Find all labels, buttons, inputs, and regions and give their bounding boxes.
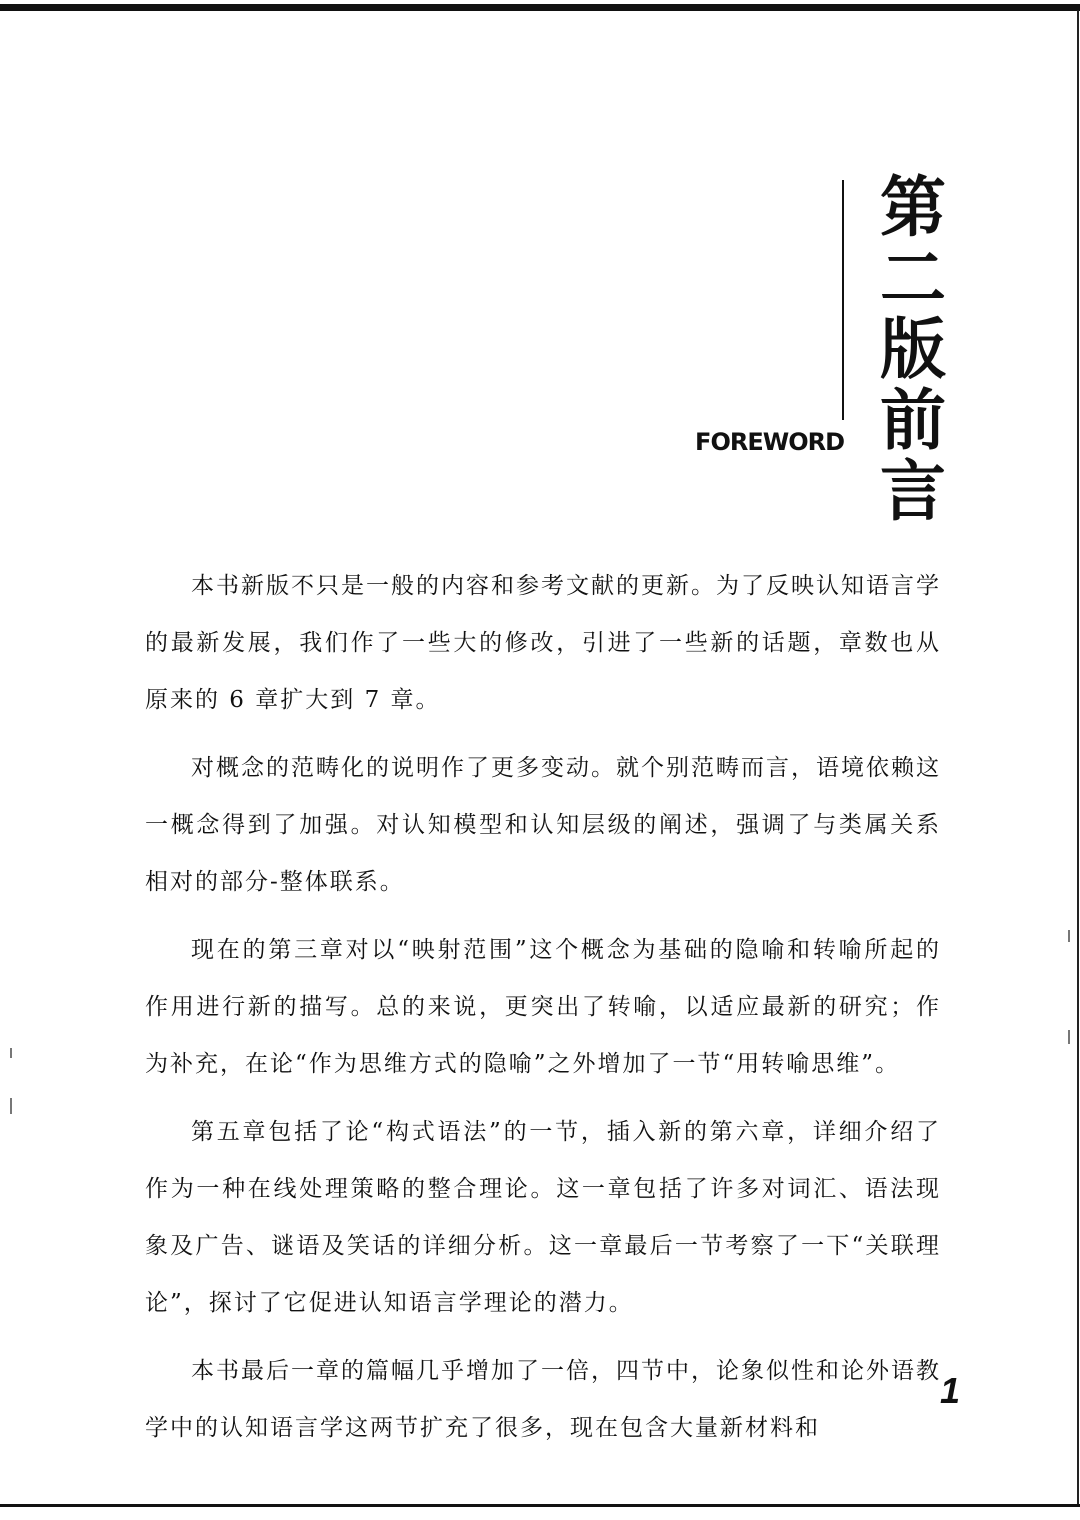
page-subtitle: FOREWORD [695,428,844,456]
paragraph: 第五章包括了论“构式语法”的一节，插入新的第六章，详细介绍了作为一种在线处理策略的整合理论。这一章包括了许多对词汇、语法现象及广告、谜语及笑话的详细分析。这一章最后一节考察了一下“关联理论”，探讨了它促进认知语言学理论的潜力。 [145,1119,941,1316]
scan-speck [1068,1030,1070,1044]
body-text [145,558,941,1468]
top-rule [0,4,1080,11]
scan-speck [10,1098,12,1114]
title-divider [842,180,844,420]
paragraph: 本书新版不只是一般的内容和参考文献的更新。为了反映认知语言学的最新发展，我们作了一些大的修改，引进了一些新的话题，章数也从原来的 6 章扩大到 7 章。 [145,573,941,713]
page-title: 第二版前言 [880,168,946,530]
paragraph: 现在的第三章对以“映射范围”这个概念为基础的隐喻和转喻所起的作用进行新的描写。总的来说，更突出了转喻，以适应最新的研究；作为补充，在论“作为思维方式的隐喻”之外增加了一节“用转喻思维”。 [145,937,941,1077]
bottom-rule [0,1504,1080,1507]
paragraph: 本书最后一章的篇幅几乎增加了一倍，四节中，论象似性和论外语教学中的认知语言学这两节扩充了很多，现在包含大量新材料和 [145,1358,941,1441]
scan-speck [10,1048,12,1058]
page-number: 1 [940,1370,961,1411]
page-edge-rule [1077,10,1079,1505]
scan-speck [1068,930,1070,942]
paragraph: 对概念的范畴化的说明作了更多变动。就个别范畴而言，语境依赖这一概念得到了加强。对认知模型和认知层级的阐述，强调了与类属关系相对的部分-整体联系。 [145,755,941,895]
